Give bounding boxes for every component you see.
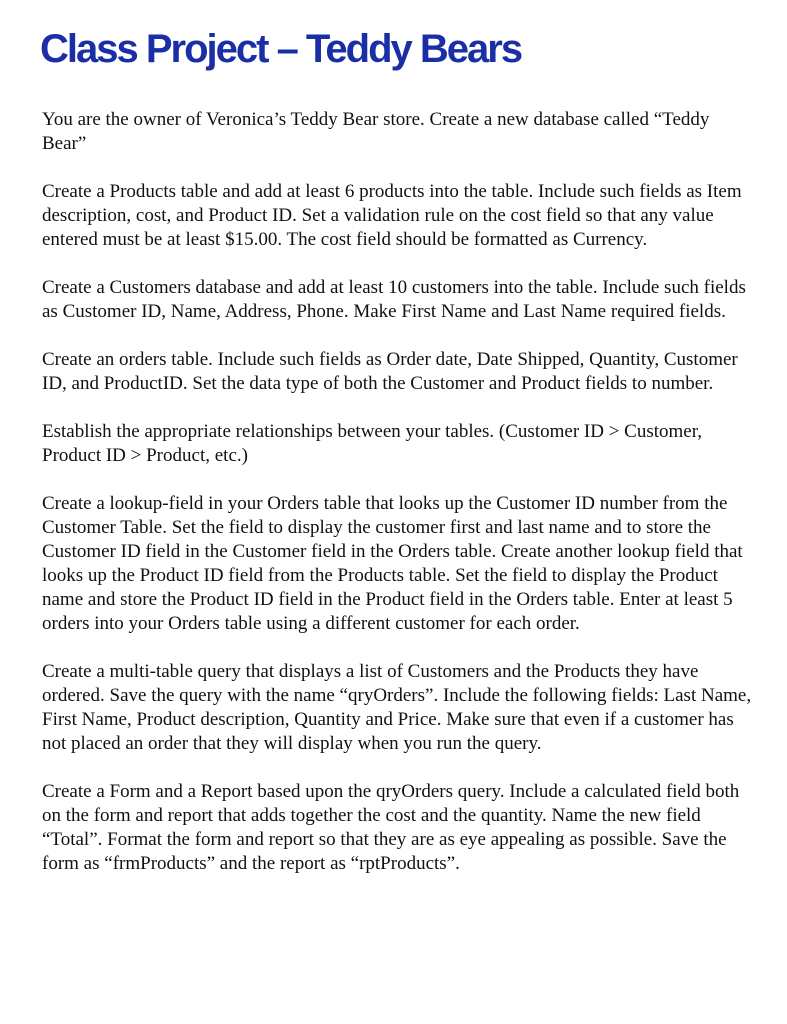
- paragraph-orders-table: Create an orders table. Include such fields as Order date, Date Shipped, Quantity, Customer ID, and ProductID. Set the data type of both the Customer and Product fields to number.: [42, 349, 738, 394]
- paragraph-lookup-fields: Create a lookup-field in your Orders table that looks up the Customer ID number from the Customer Table. Set the field to display the customer first and last name and to store the Customer ID field in the Customer field in the Orders table. Create another lookup field that looks up the Product ID field from the Products table. Set the field to display the Product name and store the Product ID field in the Product field in the Orders table. Enter at least 5 orders into your Orders table using a different customer for each order.: [42, 493, 743, 634]
- page-title: Class Project – Teddy Bears: [40, 27, 522, 71]
- paragraph-products-table: Create a Products table and add at least 6 products into the table. Include such fields as Item description, cost, and Product ID. Set a validation rule on the cost field so that any value entered must be at least $15.00. The cost field should be formatted as Currency.: [42, 181, 742, 250]
- paragraph-query: Create a multi-table query that displays a list of Customers and the Products they have ordered. Save the query with the name “qryOrders”. Include the following fields: Last Name, First Name, Product description, Quantity and Price. Make sure that even if a customer has not placed an order that they will display when you run the query.: [42, 661, 752, 754]
- paragraph-customers-table: Create a Customers database and add at least 10 customers into the table. Include such fields as Customer ID, Name, Address, Phone. Make First Name and Last Name required fields.: [42, 277, 746, 322]
- paragraph-form-report: Create a Form and a Report based upon the qryOrders query. Include a calculated field both on the form and report that adds together the cost and the quantity. Name the new field “Total”. Format the form and report so that they are as eye appealing as possible. Save the form as “frmProducts” and the report as “rptProducts”.: [42, 781, 740, 874]
- paragraph-intro: You are the owner of Veronica’s Teddy Bear store. Create a new database called “Teddy Bear”: [42, 109, 710, 154]
- document-body: [42, 108, 754, 876]
- paragraph-relationships: Establish the appropriate relationships between your tables. (Customer ID > Customer, Product ID > Product, etc.): [42, 421, 703, 466]
